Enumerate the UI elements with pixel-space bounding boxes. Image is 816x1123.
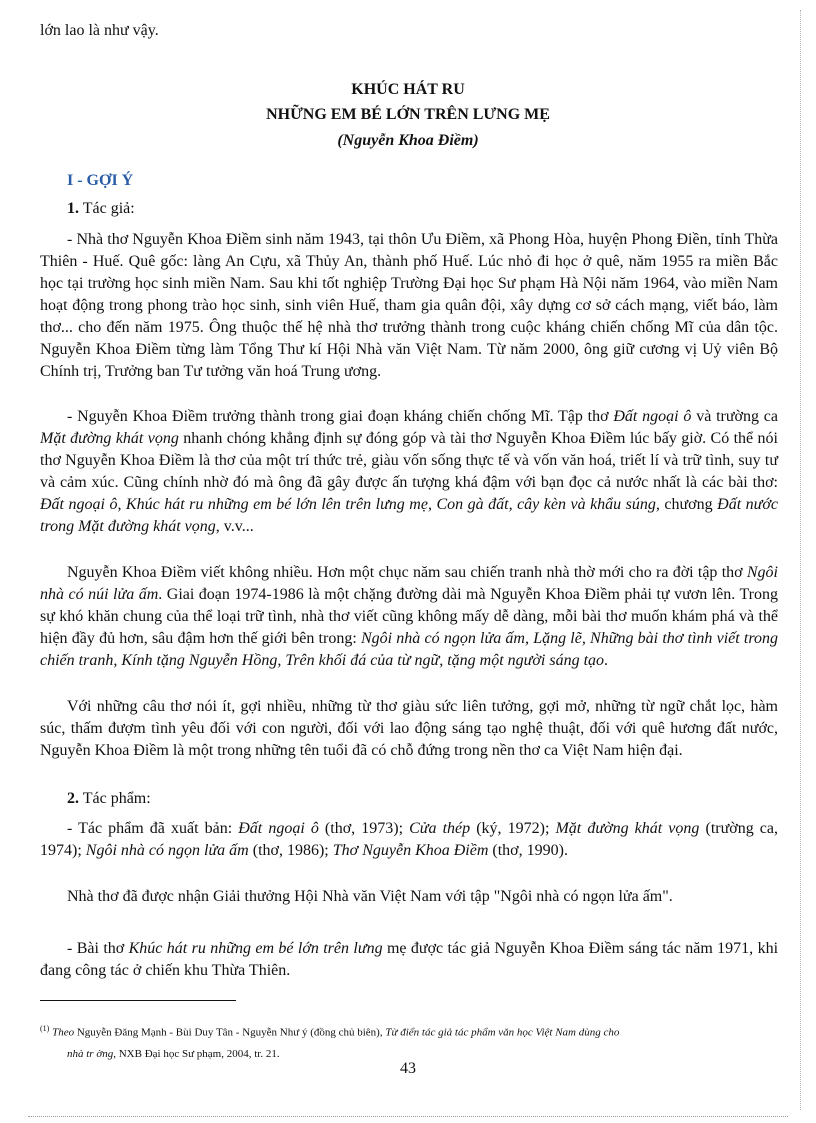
work-title: Đất ngoại ô, Khúc hát ru những em bé lớn lên trên lưng mẹ, Con gà đất, cây kèn và khẩu súng, bbox=[40, 496, 660, 513]
text-run: (thơ, 1973); bbox=[318, 820, 410, 837]
text-run: . Giai đoạn 1974-1986 là một chặng đường dài mà Nguyễn Khoa Điềm phải tự vươn lên. Trong sự khó khăn chung của thể loại trữ tình, nhà thơ viết cũng không mấy dễ dàng, mỗi bài thơ muốn khám phá và thể hiện đầy đủ hơn, sâu đậm hơn thế giới bên trong: bbox=[40, 586, 778, 647]
text-run: Nguyễn Đăng Mạnh - Bùi Duy Tân - Nguyễn Như ý (đồng chủ biên), bbox=[74, 1026, 386, 1039]
paragraph-biography: - Nhà thơ Nguyễn Khoa Điềm sinh năm 1943, tại thôn Ưu Điềm, xã Phong Hòa, huyện Phong Điền, tỉnh Thừa Thiên - Huế. Quê gốc: làng An Cựu, xã Thủy An, thành phố Huế. Lúc nhỏ đi học ở quê, năm 1955 ra miền Bắc học tại trường học sinh miền Nam. Sau khi tốt nghiệp Trường Đại học Sư phạm Hà Nội năm 1964, vào miền Nam hoạt động trong phong trào học sinh, sinh viên Huế, tham gia quân đội, xây dựng cơ sở cách mạng, viết báo, làm thơ... cho đến năm 1975. Ông thuộc thế hệ nhà thơ trưởng thành trong cuộc kháng chiến chống Mĩ của dân tộc. Nguyễn Khoa Điềm từng làm Tổng Thư kí Hội Nhà văn Việt Nam. Từ năm 2000, ông giữ cương vị Uỷ viên Bộ Chính trị, Trưởng ban Tư tưởng văn hoá Trung ương. bbox=[40, 231, 778, 380]
work-title: Cửa thép bbox=[409, 820, 471, 837]
text-run: mẹ được tác giả Nguyễn Khoa Điềm sáng tác năm 1971, khi đang công tác ở chiến khu Thừa Thiên. bbox=[40, 940, 779, 979]
text-run: (thơ, 1986); bbox=[248, 842, 333, 859]
poem-title-line1: KHÚC HÁT RU bbox=[351, 81, 465, 98]
text-run: (thơ, 1990). bbox=[488, 842, 568, 859]
paragraph-style: Với những câu thơ nói ít, gợi nhiều, những từ thơ giàu sức liên tưởng, gợi mở, những từ ngữ chắt lọc, hàm súc, thấm đượm tình yêu đối với con người, đối với lao động sáng tạo nghệ thuật, đối với quê hương đất nước, Nguyễn Khoa Điềm là một trong những tên tuổi đã có chỗ đứng trong nền thơ ca Việt Nam hiện đại. bbox=[40, 698, 778, 759]
subheading-works bbox=[67, 790, 151, 808]
footnote-mark: (1) bbox=[40, 1024, 50, 1033]
text-run: (ký, 1972); bbox=[470, 820, 556, 837]
work-title: Đất nước trong Mặt đường khát vọng bbox=[40, 496, 779, 535]
subheading-label: Tác phẩm: bbox=[82, 790, 151, 807]
footnote bbox=[40, 1018, 780, 1065]
paragraph-published-works bbox=[40, 818, 778, 862]
paragraph-career bbox=[40, 406, 778, 538]
text-run: - Tác phẩm đã xuất bản: bbox=[67, 820, 239, 837]
subheading-number: 2. bbox=[67, 790, 79, 807]
text-run: - Bài thơ bbox=[67, 940, 129, 957]
work-title: Ngôi nhà có núi lửa ấm bbox=[40, 564, 778, 603]
paragraph-output bbox=[40, 562, 778, 672]
text-run: , NXB Đại học Sư phạm, 2004, tr. 21. bbox=[113, 1047, 280, 1060]
book-title: nhà tr ờng bbox=[67, 1047, 114, 1060]
page-right-border bbox=[800, 10, 801, 1110]
work-title: Mặt đường khát vọng bbox=[40, 430, 179, 447]
text-run: Nguyễn Khoa Điềm viết không nhiều. Hơn một chục năm sau chiến tranh nhà thờ mới cho ra đời tập thơ bbox=[67, 564, 747, 581]
footnote-line1 bbox=[40, 1018, 780, 1044]
work-title: Đất ngoại ô bbox=[613, 408, 692, 425]
text-run: - Nguyễn Khoa Điềm trưởng thành trong giai đoạn kháng chiến chống Mĩ. Tập thơ bbox=[67, 408, 614, 425]
subheading-number: 1. bbox=[67, 200, 79, 217]
page-number: 43 bbox=[400, 1060, 416, 1077]
section-heading: I - GỢI Ý bbox=[67, 172, 134, 189]
work-title: Ngôi nhà có ngọn lửa ấm, Lặng lẽ, Những bài thơ tình viết trong chiến tranh, Kính tặng Nguyễn Hồng, Trên khối đá của từ ngữ, tặng một người sáng tạo bbox=[40, 630, 778, 669]
work-title: Mặt đường khát vọng bbox=[555, 820, 700, 837]
text-run: , v.v... bbox=[215, 518, 254, 535]
continued-line: lớn lao là như vậy. bbox=[40, 22, 159, 39]
text-run: (trường ca, 1974); bbox=[40, 820, 779, 859]
work-title: Khúc hát ru những em bé lớn trên lưng bbox=[128, 940, 383, 957]
page-bottom-border bbox=[28, 1116, 788, 1117]
work-title: Ngôi nhà có ngọn lửa ấm bbox=[85, 842, 249, 859]
text-run: . bbox=[604, 652, 609, 669]
poem-author: (Nguyễn Khoa Điềm) bbox=[337, 132, 479, 149]
text-run: nhanh chóng khẳng định sự đóng góp và tài thơ Nguyễn Khoa Điềm lúc bấy giờ. Có thể nói thơ Nguyễn Khoa Điềm là thơ của một trí thức trẻ, giàu vốn sống thực tế và vốn văn hoá, triết lí và trữ tình, suy tư và cảm xúc. Cũng chính nhờ đó mà ông đã gây được ấn tượng khá đậm với bạn đọc cả nước nhất là các bài thơ: bbox=[40, 430, 778, 491]
work-title: Đất ngoại ô bbox=[238, 820, 319, 837]
footnote-divider bbox=[40, 1000, 236, 1001]
text-run: Theo bbox=[52, 1026, 75, 1039]
poem-title-line2: NHỮNG EM BÉ LỚN TRÊN LƯNG MẸ bbox=[266, 106, 550, 123]
paragraph-composition bbox=[40, 938, 778, 982]
work-title: Thơ Nguyễn Khoa Điềm bbox=[332, 842, 489, 859]
subheading-author bbox=[67, 200, 135, 218]
paragraph-award: Nhà thơ đã được nhận Giải thưởng Hội Nhà văn Việt Nam với tập "Ngôi nhà có ngọn lửa ấm". bbox=[67, 888, 673, 905]
subheading-label: Tác giả: bbox=[82, 200, 135, 217]
text-run: chương bbox=[659, 496, 718, 513]
book-title: Từ điển tác giả tác phẩm văn học Việt Nam dùng cho bbox=[385, 1026, 620, 1039]
text-run: và trường ca bbox=[691, 408, 778, 425]
